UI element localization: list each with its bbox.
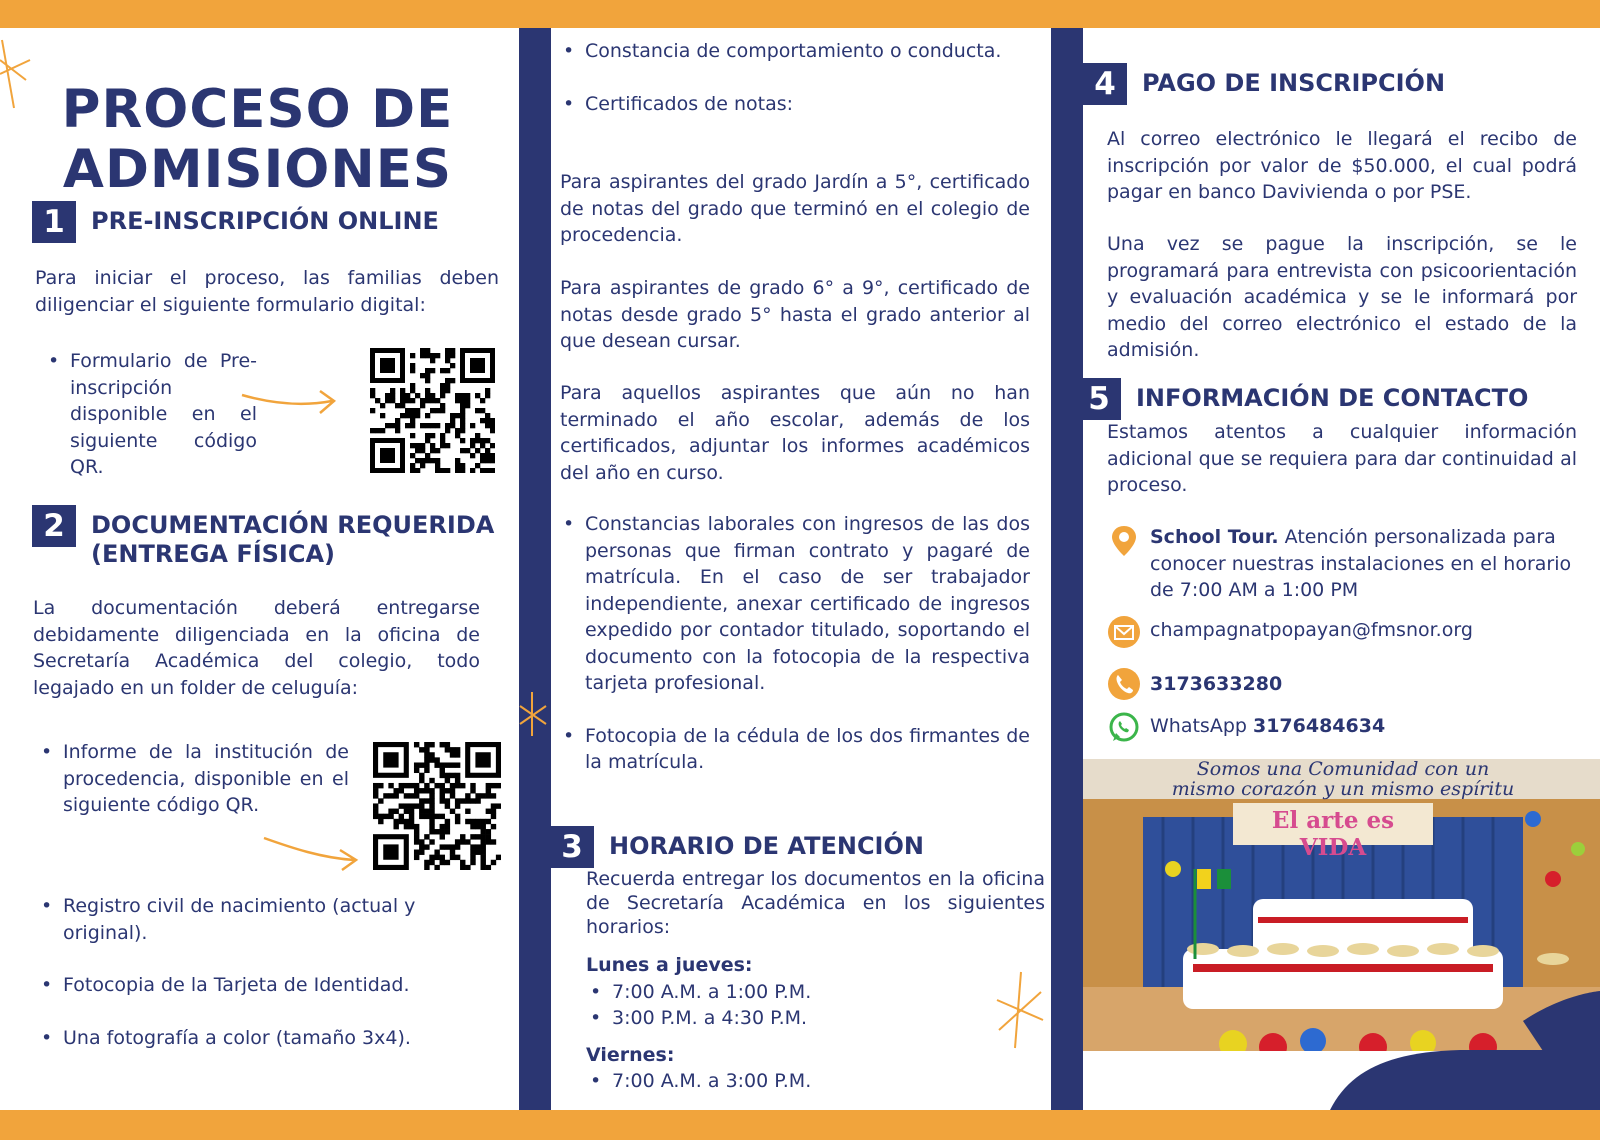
section-5-header	[1077, 378, 1528, 420]
section-3-title: HORARIO DE ATENCIÓN	[609, 832, 924, 860]
school-tour-text	[1150, 524, 1572, 604]
top-orange-band	[0, 0, 1600, 28]
phone-number[interactable]: 3173633280	[1150, 673, 1283, 695]
email-link[interactable]: champagnatpopayan@fmsnor.org	[1150, 619, 1473, 641]
section-2-header	[32, 505, 494, 569]
section-2-doc-list	[33, 893, 483, 1051]
list-item: • Fotocopia de la cédula de los dos firmantes de la matrícula.	[555, 723, 1030, 776]
email-icon	[1107, 615, 1141, 649]
section-2-title	[91, 505, 494, 569]
schedule-block	[586, 952, 1026, 1095]
section-4-header	[1083, 63, 1445, 105]
school-tour-label: School Tour.	[1150, 526, 1279, 548]
section-2-intro: La documentación deberá entregarse debidamente diligenciada en la oficina de Secretaría Académica del colegio, todo legajado en un folder de celuguía:	[33, 597, 480, 699]
list-item: • Certificados de notas:	[555, 91, 1030, 118]
section-2-qr-list	[33, 739, 349, 819]
list-item: • 3:00 P.M. a 4:30 P.M.	[582, 1005, 1026, 1032]
qr-code-informe[interactable]	[373, 742, 501, 870]
paragraph-aquellos: Para aquellos aspirantes que aún no han terminado el año escolar, además de los certificados, adjuntar los informes académicos del año en curso.	[560, 382, 1030, 484]
section-2-cont-list	[555, 38, 1030, 117]
section-5-intro: Estamos atentos a cualquier información adicional que se requiera para dar continuidad al proceso.	[1107, 421, 1577, 496]
contact-email[interactable]	[1107, 615, 1473, 649]
section-number-badge: 3	[550, 826, 594, 868]
list-item: • Fotocopia de la Tarjeta de Identidad.	[33, 972, 483, 999]
section-1-list	[40, 348, 257, 481]
whatsapp-number[interactable]: 3176484634	[1252, 715, 1386, 737]
title-line-1: PROCESO DE	[61, 79, 454, 140]
location-pin-icon	[1107, 524, 1141, 558]
list-item: • Constancias laborales con ingresos de las dos personas que firman contrato y pagaré de matrícula. En el caso de ser trabajador independiente, anexar certificado de ingresos expedido por contador titulado, soportando el documento con la fotocopia de la respectiva tarjeta profesional.	[555, 511, 1030, 697]
schedule-friday-list	[582, 1068, 1026, 1095]
contact-whatsapp[interactable]	[1107, 711, 1385, 745]
list-item: • Registro civil de nacimiento (actual y original).	[33, 893, 483, 946]
section-1-header	[32, 201, 439, 243]
banner-line-2: mismo corazón y un mismo espíritu	[1171, 778, 1515, 800]
section-number-badge: 5	[1077, 378, 1121, 420]
section-number-badge: 4	[1083, 63, 1127, 105]
qr-code-preinscripcion[interactable]	[370, 348, 495, 473]
whatsapp-text	[1150, 711, 1385, 740]
school-tour-description: Atención personalizada para conocer nuestras instalaciones en el horario de 7:00 AM a 1:00 PM	[1150, 526, 1572, 601]
school-event-photo	[1083, 759, 1600, 1051]
section-4-title: PAGO DE INSCRIPCIÓN	[1142, 69, 1446, 97]
section-3-header	[550, 826, 924, 868]
photo-sign-text: El arte es VIDA	[1271, 807, 1395, 861]
banner-line-1: Somos una Comunidad con un	[1196, 759, 1490, 780]
section-2-title-line-1: DOCUMENTACIÓN REQUERIDA	[91, 511, 495, 539]
page-title	[30, 80, 485, 200]
divider-bar-right	[1051, 28, 1083, 1110]
column-middle	[551, 28, 1051, 1110]
paragraph-grado-6-9: Para aspirantes de grado 6° a 9°, certificado de notas desde grado 5° hasta el grado anterior al que desean cursar.	[560, 277, 1030, 352]
section-4-paragraph-1: Al correo electrónico le llegará el recibo de inscripción por valor de $50.000, el cual podrá pagar en banco Davivienda o por PSE.	[1107, 128, 1577, 203]
section-2-title-line-2: (ENTREGA FÍSICA)	[91, 540, 336, 568]
section-2-laboral-list	[555, 511, 1030, 776]
phone-icon	[1107, 667, 1141, 701]
photo-illustration	[1083, 759, 1600, 1051]
section-number-badge: 2	[32, 505, 76, 547]
arrow-icon	[262, 834, 362, 874]
schedule-weekdays-label: Lunes a jueves:	[586, 954, 753, 976]
section-3-intro: Recuerda entregar los documentos en la oficina de Secretaría Académica en los siguientes horarios:	[586, 868, 1045, 938]
star-deco-icon	[518, 690, 548, 740]
section-number-badge: 1	[32, 201, 76, 243]
whatsapp-label: WhatsApp	[1150, 715, 1253, 737]
contact-phone[interactable]	[1107, 667, 1282, 701]
whatsapp-icon	[1107, 711, 1141, 745]
list-item: • 7:00 A.M. a 3:00 P.M.	[582, 1068, 1026, 1095]
list-item: • Informe de la institución de procedencia, disponible en el siguiente código QR.	[33, 739, 349, 819]
title-line-2: ADMISIONES	[62, 139, 453, 200]
arrow-icon	[240, 383, 340, 419]
section-4-paragraph-2: Una vez se pague la inscripción, se le programará para entrevista con psicoorientación y evaluación académica y se le informará por medio del correo electrónico el estado de la admisión.	[1107, 233, 1577, 361]
column-left	[0, 28, 519, 1110]
section-1-title: PRE-INSCRIPCIÓN ONLINE	[91, 207, 439, 235]
bottom-orange-band	[0, 1110, 1600, 1140]
section-5-title: INFORMACIÓN DE CONTACTO	[1136, 384, 1529, 412]
schedule-friday-label: Viernes:	[586, 1043, 675, 1066]
list-item: • Constancia de comportamiento o conducta.	[555, 38, 1030, 65]
schedule-weekdays-list	[582, 979, 1026, 1032]
list-item: • 7:00 A.M. a 1:00 P.M.	[582, 979, 1026, 1006]
navy-wave-shape	[1330, 1050, 1600, 1110]
section-1-intro: Para iniciar el proceso, las familias deben diligenciar el siguiente formulario digital:	[35, 267, 499, 316]
paragraph-jardin: Para aspirantes del grado Jardín a 5°, certificado de notas del grado que terminó en el colegio de procedencia.	[560, 171, 1030, 246]
list-item: • Formulario de Pre-inscripción disponible en el siguiente código QR.	[40, 348, 257, 481]
contact-school-tour	[1107, 524, 1572, 604]
list-item: • Una fotografía a color (tamaño 3x4).	[33, 1025, 483, 1052]
divider-bar-left	[519, 28, 551, 1110]
banner-motto	[1143, 759, 1543, 799]
